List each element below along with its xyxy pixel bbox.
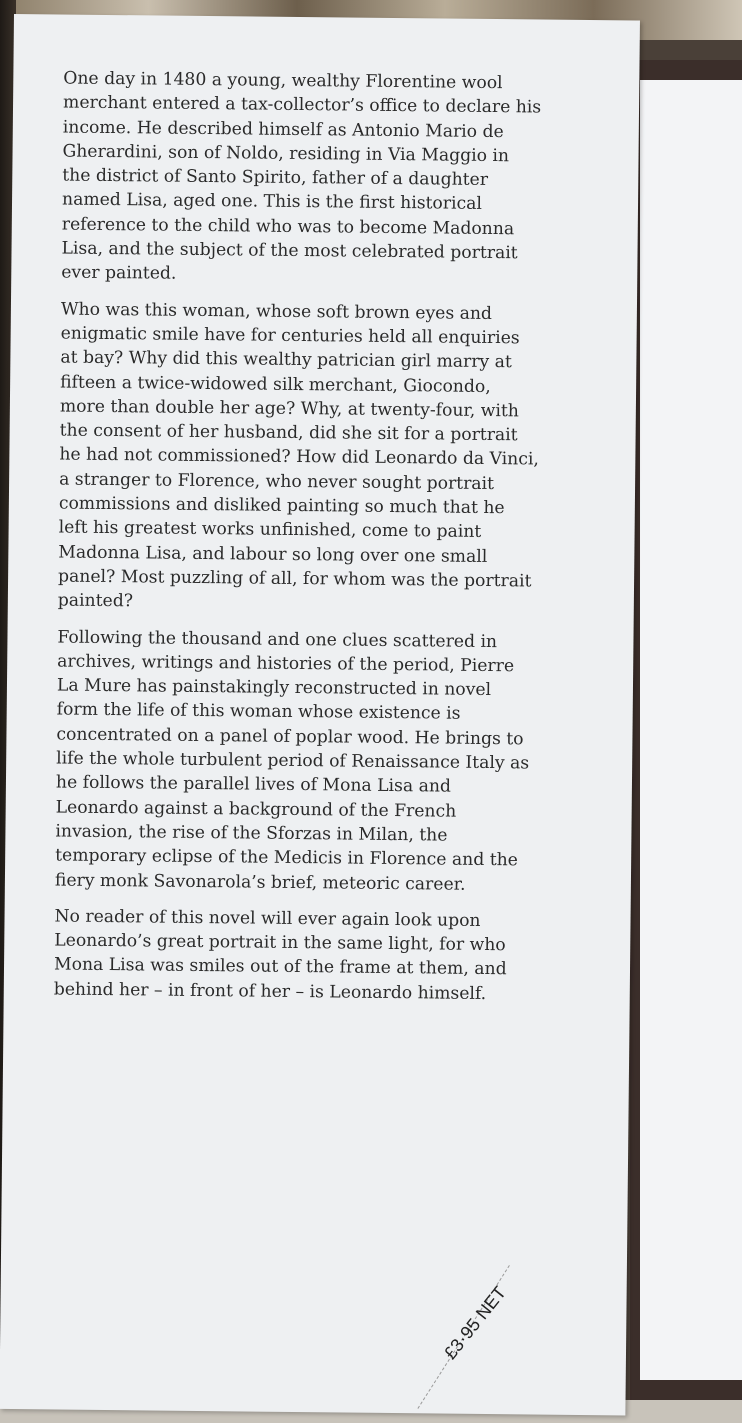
blurb-paragraph-4: No reader of this novel will ever again look upon Leonardo’s great portrait in the same light, for who Mona Lisa was smiles out of the frame at them, and behind her – in front of her – is Leonardo himself. (53, 906, 507, 1004)
blurb-paragraph-1: One day in 1480 a young, wealthy Florentine wool merchant entered a tax-collector’s office to declare his income. He described himself as Antonio Mario de Gherardini, son of Noldo, residing in Via Maggio in the district of Santo Spirito, father of a daughter named Lisa, aged one. This is the first historical reference to the child who was to become Madonna Lisa, and the subject of the most celebrated portrait ever painted. (61, 68, 542, 285)
dust-jacket-flap (0, 14, 640, 1415)
price-label: £3·95 NET (440, 1282, 510, 1364)
blurb-paragraph-2: Who was this woman, whose soft brown eyes and enigmatic smile have for centuries held all enquiries at bay? Why did this wealthy patrician girl marry at fifteen a twice-widowed silk merchant, Giocondo, more than double her age? Why, at twenty-four, with the consent of her husband, did she sit for a portrait he had not commissioned? How did Leonardo da Vinci, a stranger to Florence, who never sought portrait commissions and disliked painting so much that he left his greatest works unfinished, come to paint Madonna Lisa, and labour so long over one small panel? Most puzzling of all, for whom was the portrait painted? (57, 299, 539, 612)
book-endpaper (640, 80, 742, 1380)
blurb-paragraph-3: Following the thousand and one clues scattered in archives, writings and histories of the period, Pierre La Mure has painstakingly reconstructed in novel form the life of this woman whose existence is concentrated on a panel of poplar wood. He brings to life the whole turbulent period of Renaissance Italy as he follows the parallel lives of Mona Lisa and Leonardo against a background of the French invasion, the rise of the Sforzas in Milan, the temporary eclipse of the Medicis in Florence and the fiery monk Savonarola’s brief, meteoric career. (54, 627, 530, 895)
blurb-text (54, 67, 544, 1019)
